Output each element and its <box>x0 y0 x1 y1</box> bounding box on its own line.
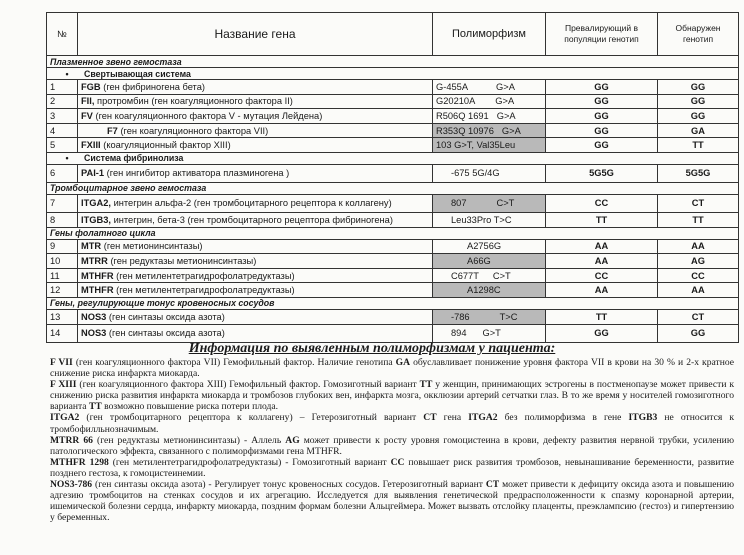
gene-symbol: FV <box>81 110 93 121</box>
bullet-icon: • <box>65 153 69 164</box>
info-text: (ген коагуляционного фактора XIII) Гемофильный фактор. Гомозиготный вариант <box>76 379 420 391</box>
polymorphism-cell <box>433 212 546 227</box>
polymorphism-change: G>T <box>482 328 501 339</box>
polymorphism-change: C>T <box>496 198 515 209</box>
table-row <box>47 109 739 124</box>
gene-cell <box>78 123 433 138</box>
table-row <box>47 239 739 254</box>
gene-cell <box>78 283 433 298</box>
gene-description: (ген метилентетрагидрофолатредуктазы) <box>116 270 295 281</box>
gene-symbol: FXIII <box>81 140 101 151</box>
section-row-folate <box>47 227 739 239</box>
polymorphism-id: A1298C <box>467 285 501 296</box>
info-text: (ген тромбоцитарного рецептора к коллагену) – Гетерозиготный вариант <box>79 412 424 424</box>
gene-symbol: ITGB3, <box>81 214 111 225</box>
row-number: 12 <box>47 283 78 298</box>
detected-genotype: AG <box>658 254 739 269</box>
prevalent-genotype: GG <box>546 109 658 124</box>
row-number: 11 <box>47 268 78 283</box>
prevalent-genotype: CC <box>546 194 658 212</box>
prevalent-genotype: GG <box>546 138 658 153</box>
row-number: 4 <box>47 123 78 138</box>
row-number: 9 <box>47 239 78 254</box>
polymorphism-cell <box>433 254 546 269</box>
gene-symbol: ITGA2, <box>81 198 111 209</box>
info-text: возможно повышение риска потери плода. <box>101 401 279 413</box>
polymorphism-id: -786 <box>451 311 470 322</box>
polymorphism-cell <box>433 239 546 254</box>
polymorphism-change: G>A <box>496 110 516 121</box>
info-paragraph-f7 <box>50 357 734 379</box>
polymorphism-id: 894 <box>451 328 467 339</box>
info-text: не относится к тромбофилльнозначимым. <box>50 412 735 435</box>
prevalent-genotype: CC <box>546 268 658 283</box>
info-paragraph-nos3 <box>50 479 734 523</box>
gene-symbol: PAI-1 <box>81 168 105 179</box>
gene-symbol: NOS3 <box>81 328 107 339</box>
gene-cell <box>78 194 433 212</box>
info-gene: NOS3-786 <box>50 479 93 491</box>
info-text: (ген синтазы оксида азота) - Регулирует тонус кровеносных сосудов. Гетерозиготный вариант <box>92 479 486 491</box>
prevalent-genotype: AA <box>546 254 658 269</box>
gene-description: (ген редуктазы метионинсинтазы) <box>110 255 257 266</box>
prevalent-genotype: GG <box>546 123 658 138</box>
polymorphism-cell <box>433 109 546 124</box>
gene-cell <box>78 138 433 153</box>
gene-cell <box>78 268 433 283</box>
gene-symbol: F7 <box>107 125 118 136</box>
table-row <box>47 194 739 212</box>
polymorphism-id: Leu33Pro T>C <box>451 214 512 225</box>
info-text: у женщин, принимающих эстрогены в постменопаузе может привести к снижению риска развития инфаркта миокарда и тромбозов глубоких вен, инфаркта мозга, окклюзии артерий сетчатки глаз. В то же время у носителей гомозиготного варианта <box>50 379 735 413</box>
info-text: (ген редуктазы метионинсинтазы) - Аллель <box>92 434 286 446</box>
info-text: может привести к росту уровня гомоцистеина в крови, дефекту развития нервной трубки, усилению патологического эффекта, связанного с полиморфизмами гена MTHFR. <box>50 434 734 457</box>
gene-symbol: MTR <box>81 241 102 252</box>
table-row <box>47 94 739 109</box>
prevalent-genotype: TT <box>546 309 658 324</box>
info-paragraph-mtrr <box>50 435 734 457</box>
prevalent-genotype: 5G5G <box>546 164 658 182</box>
polymorphism-cell <box>433 94 546 109</box>
polymorphism-change: T>C <box>499 311 518 322</box>
info-gene: MTRR 66 <box>50 434 93 446</box>
section-label: Гены фолатного цикла <box>47 227 739 239</box>
polymorphism-change: G>A <box>501 125 521 136</box>
detected-genotype: GG <box>658 109 739 124</box>
polymorphism-id: -675 5G/4G <box>451 168 500 179</box>
info-genotype: CT <box>485 479 500 491</box>
gene-description: протромбин (ген коагуляционного фактора II) <box>97 96 293 107</box>
info-genotype: GA <box>395 357 411 368</box>
gene-symbol: MTHFR <box>81 270 114 281</box>
info-genotype: CT <box>423 412 437 424</box>
section-label: Плазменное звено гемостаза <box>47 56 739 68</box>
gene-description: (ген ингибитор активатора плазминогена ) <box>106 168 290 179</box>
prevalent-genotype: GG <box>546 324 658 342</box>
gene-cell <box>78 212 433 227</box>
polymorphism-cell <box>433 194 546 212</box>
gene-description: (ген коагуляционного фактора VII) <box>120 125 269 136</box>
section-label: Гены, регулирующие тонус кровеносных сосудов <box>47 297 739 309</box>
table-row <box>47 268 739 283</box>
table-row <box>47 283 739 298</box>
row-number: 10 <box>47 254 78 269</box>
detected-genotype: GG <box>658 324 739 342</box>
info-gene: MTHFR 1298 <box>50 456 109 468</box>
detected-genotype: CC <box>658 268 739 283</box>
gene-symbol: MTHFR <box>81 285 114 296</box>
row-number: 13 <box>47 309 78 324</box>
polymorphism-table <box>46 12 739 343</box>
polymorphism-cell <box>433 324 546 342</box>
info-gene: F VII <box>50 357 73 368</box>
info-text: гена <box>436 412 469 424</box>
gene-symbol: MTRR <box>81 255 108 266</box>
detected-genotype: CT <box>658 194 739 212</box>
detected-genotype: 5G5G <box>658 164 739 182</box>
gene-symbol: FII, <box>81 96 95 107</box>
section-row-platelet <box>47 182 739 194</box>
row-number: 14 <box>47 324 78 342</box>
bullet-icon: • <box>65 68 69 79</box>
detected-genotype: GG <box>658 94 739 109</box>
info-text: (ген коагуляционного фактора VII) Гемофильный фактор. Наличие генотипа <box>72 357 396 368</box>
info-genotype: CC <box>390 456 405 468</box>
row-number: 3 <box>47 109 78 124</box>
polymorphism-change: C>T <box>492 270 511 281</box>
info-gene: ITGA2 <box>50 412 80 424</box>
prevalent-genotype: AA <box>546 239 658 254</box>
info-genotype: TT <box>419 379 433 391</box>
polymorphism-cell <box>433 138 546 153</box>
gene-cell <box>78 109 433 124</box>
detected-genotype: TT <box>658 138 739 153</box>
detected-genotype: AA <box>658 283 739 298</box>
info-text: (ген метилентетрагидрофолатредуктазы) - Гомозиготный вариант <box>108 456 391 468</box>
row-number: 2 <box>47 94 78 109</box>
info-gene-ref: ITGB3 <box>628 412 658 424</box>
prevalent-genotype: GG <box>546 94 658 109</box>
gene-cell <box>78 94 433 109</box>
info-text: повышает риск развития тромбозов, невынашивание беременности, развитие позднего гестоза, к гомоцистеинемии. <box>50 456 734 479</box>
gene-cell <box>78 239 433 254</box>
gene-cell <box>78 164 433 182</box>
gene-cell <box>78 80 433 95</box>
gene-symbol: NOS3 <box>81 311 107 322</box>
gene-description: (коагуляционный фактор XIII) <box>103 140 231 151</box>
section-row-plasma <box>47 56 739 68</box>
polymorphism-id: G-455A <box>436 81 469 92</box>
header-gene-name: Название гена <box>78 13 433 56</box>
info-text: может привести к дефициту оксида азота и повышению адгезию тромбоцитов на стенках сосудов и их агрегацию. Исследуется для выявления генетической предрасположенности к спазму коронарной артерии, ишемической болезни сердца, инфаркту миокарда, поздним формам болезни Альцгеймера. Может вызвать отслойку плаценты, преэклампсию (гестоз) и гипертензию у беременных. <box>50 479 734 524</box>
polymorphism-id: C677T <box>451 270 479 281</box>
table-header-row <box>47 13 739 56</box>
info-genotype: TT <box>88 401 102 413</box>
info-gene-ref: ITGA2 <box>468 412 498 424</box>
table-row <box>47 212 739 227</box>
row-number: 6 <box>47 164 78 182</box>
table-row <box>47 80 739 95</box>
detected-genotype: CT <box>658 309 739 324</box>
subsection-label: Система фибринолиза <box>84 153 184 164</box>
gene-cell <box>78 309 433 324</box>
polymorphism-cell <box>433 309 546 324</box>
detected-genotype: GA <box>658 123 739 138</box>
table-row <box>47 123 739 138</box>
table-row <box>47 254 739 269</box>
gene-description: (ген синтазы оксида азота) <box>108 311 225 322</box>
gene-cell <box>78 254 433 269</box>
polymorphism-cell <box>433 268 546 283</box>
row-number: 5 <box>47 138 78 153</box>
gene-description: (ген коагуляционного фактора V - мутация Лейдена) <box>95 110 323 121</box>
polymorphism-id: R353Q 10976 <box>436 125 494 136</box>
gene-cell <box>78 324 433 342</box>
gene-description: (ген фибриногена бета) <box>103 81 205 92</box>
header-detected-genotype: Обнаружен генотип <box>658 13 739 56</box>
subsection-row-fibrinolysis <box>47 152 739 164</box>
prevalent-genotype: GG <box>546 80 658 95</box>
info-paragraph-itga2 <box>50 412 734 434</box>
polymorphism-cell <box>433 164 546 182</box>
polymorphism-cell <box>433 283 546 298</box>
info-text: без полиморфизма в гене <box>497 412 629 424</box>
info-gene: F XIII <box>50 379 77 391</box>
header-polymorphism: Полиморфизм <box>433 13 546 56</box>
gene-symbol: FGB <box>81 81 101 92</box>
row-number: 7 <box>47 194 78 212</box>
info-genotype: AG <box>285 434 300 446</box>
section-row-vascular <box>47 297 739 309</box>
polymorphism-id: 103 G>T, Val35Leu <box>436 140 516 151</box>
polymorphism-cell <box>433 123 546 138</box>
polymorphism-id: A66G <box>467 255 491 266</box>
table-row <box>47 138 739 153</box>
detected-genotype: TT <box>658 212 739 227</box>
row-number: 8 <box>47 212 78 227</box>
info-block <box>50 357 734 523</box>
subsection-row-coag <box>47 68 739 80</box>
gene-description: интегрин, бета-3 (ген тромбоцитарного рецептора фибриногена) <box>113 214 393 225</box>
table-row <box>47 164 739 182</box>
table-row <box>47 309 739 324</box>
polymorphism-id: A2756G <box>467 241 502 252</box>
gene-description: (ген метионинсинтазы) <box>103 241 203 252</box>
gene-description: (ген синтазы оксида азота) <box>108 328 225 339</box>
section-label: Тромбоцитарное звено гемостаза <box>47 182 739 194</box>
polymorphism-id: 807 <box>451 198 467 209</box>
header-prevalent-genotype: Превалирующий в популяции генотип <box>546 13 658 56</box>
info-paragraph-mthfr <box>50 457 734 479</box>
gene-description: интегрин альфа-2 (ген тромбоцитарного рецептора к коллагену) <box>113 198 392 209</box>
info-text: обуславливает понижение уровня фактора VII в крови на 30 % и 2-х кратное снижение риска инфаркта миокарда. <box>50 357 735 380</box>
gene-description: (ген метилентетрагидрофолатредуктазы) <box>116 285 295 296</box>
prevalent-genotype: AA <box>546 283 658 298</box>
header-num: № <box>47 13 78 56</box>
polymorphism-cell <box>433 80 546 95</box>
polymorphism-id: G20210A <box>436 96 476 107</box>
subsection-label: Свертывающая система <box>84 68 191 79</box>
detected-genotype: GG <box>658 80 739 95</box>
detected-genotype: AA <box>658 239 739 254</box>
polymorphism-change: G>A <box>495 96 515 107</box>
prevalent-genotype: TT <box>546 212 658 227</box>
info-title: Информация по выявленным полиморфизмам у пациента: <box>188 341 556 356</box>
info-paragraph-f13 <box>50 379 734 412</box>
table-row <box>47 324 739 342</box>
polymorphism-id: R506Q 1691 <box>436 110 489 121</box>
row-number: 1 <box>47 80 78 95</box>
polymorphism-change: G>A <box>496 81 515 92</box>
